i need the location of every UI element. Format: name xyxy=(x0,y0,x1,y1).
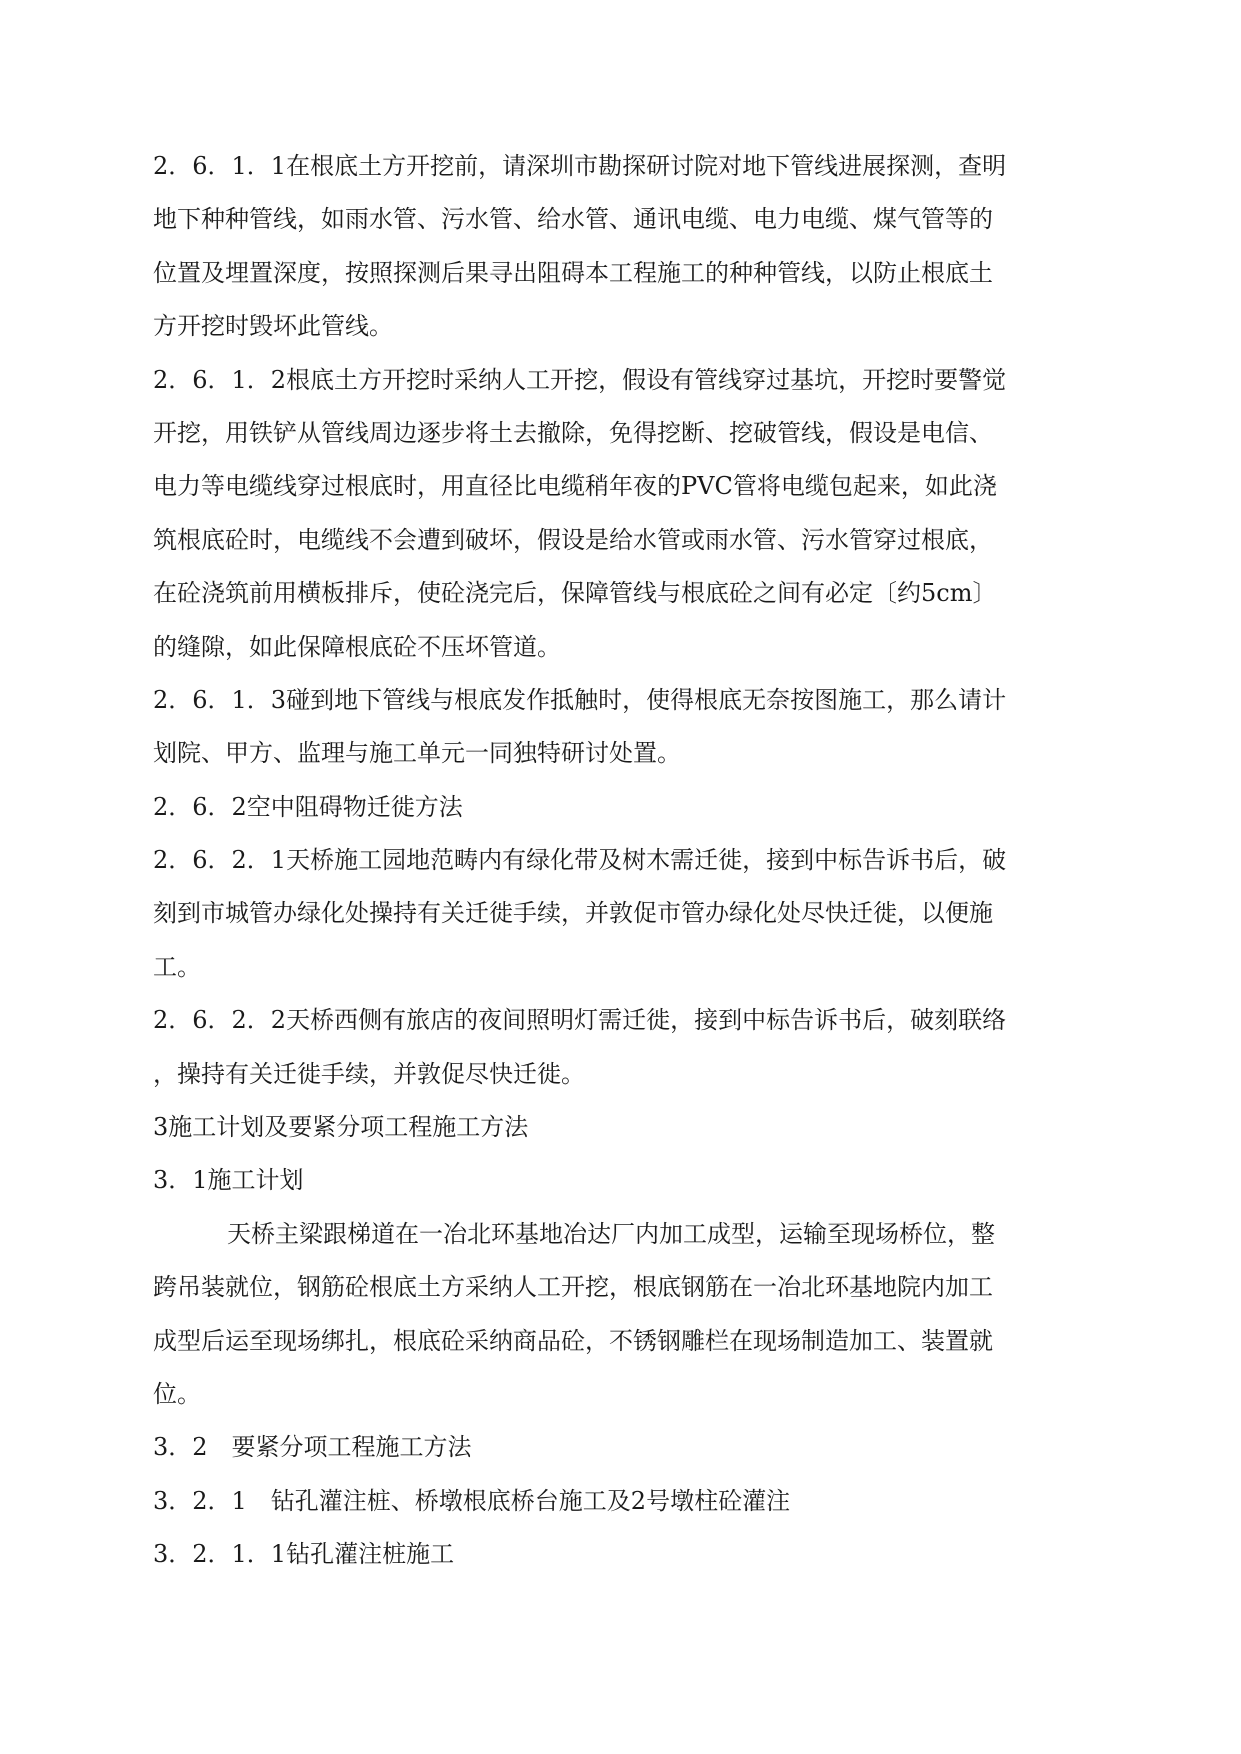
text-line: 3施工计划及要紧分项工程施工方法 xyxy=(153,1113,529,1142)
text-line: 天桥主梁跟梯道在一冶北环基地冶达厂内加工成型，运输至现场桥位，整 xyxy=(227,1219,995,1248)
text-line: 电力等电缆线穿过根底时，用直径比电缆稍年夜的PVC管将电缆包起来，如此浇 xyxy=(153,472,997,501)
text-line: 3．2．1．1钻孔灌注桩施工 xyxy=(153,1540,455,1569)
text-line: 2．6．1．2根底土方开挖时采纳人工开挖，假设有管线穿过基坑，开挖时要警觉 xyxy=(153,365,1007,394)
text-line: 2．6．2空中阻碍物迁徙方法 xyxy=(153,792,463,821)
text-line: 划院、甲方、监理与施工单元一同独特研讨处置。 xyxy=(153,739,681,768)
text-line: 成型后运至现场绑扎，根底砼采纳商品砼，不锈钢雕栏在现场制造加工、装置就 xyxy=(153,1326,993,1355)
text-line: 3．2．1 钻孔灌注桩、桥墩根底桥台施工及2号墩柱砼灌注 xyxy=(153,1486,791,1515)
text-line: 跨吊装就位，钢筋砼根底土方采纳人工开挖，根底钢筋在一冶北环基地院内加工 xyxy=(153,1273,993,1302)
text-line: 筑根底砼时，电缆线不会遭到破坏，假设是给水管或雨水管、污水管穿过根底， xyxy=(153,525,993,554)
text-line: 2．6．2．1天桥施工园地范畴内有绿化带及树木需迁徙，接到中标告诉书后，破 xyxy=(153,846,1007,875)
text-line: 2．6．2．2天桥西侧有旅店的夜间照明灯需迁徙，接到中标告诉书后，破刻联络 xyxy=(153,1006,1007,1035)
text-line: 地下种种管线，如雨水管、污水管、给水管、通讯电缆、电力电缆、煤气管等的 xyxy=(153,205,993,234)
text-line: 位。 xyxy=(153,1379,201,1408)
text-line: 2．6．1．3碰到地下管线与根底发作抵触时，使得根底无奈按图施工，那么请计 xyxy=(153,685,1007,714)
text-line: 3．2 要紧分项工程施工方法 xyxy=(153,1433,472,1462)
text-line: 刻到市城管办绿化处操持有关迁徙手续，并敦促市管办绿化处尽快迁徙，以便施 xyxy=(153,899,993,928)
text-line: 3．1施工计划 xyxy=(153,1166,304,1195)
document-body xyxy=(153,140,1093,1582)
text-line: 方开挖时毁坏此管线。 xyxy=(153,312,393,341)
text-line: 位置及埋置深度，按照探测后果寻出阻碍本工程施工的种种管线，以防止根底土 xyxy=(153,258,993,287)
text-line: 2．6．1．1在根底土方开挖前，请深圳市勘探研讨院对地下管线进展探测，查明 xyxy=(153,152,1007,180)
text-line: 在砼浇筑前用横板排斥，使砼浇完后，保障管线与根底砼之间有必定〔约5cm〕 xyxy=(153,579,997,608)
text-line: 开挖，用铁铲从管线周边逐步将土去撤除，免得挖断、挖破管线，假设是电信、 xyxy=(153,418,993,447)
text-line: ，操持有关迁徙手续，并敦促尽快迁徙。 xyxy=(153,1059,585,1088)
text-line: 的缝隙，如此保障根底砼不压坏管道。 xyxy=(153,632,561,661)
text-line: 工。 xyxy=(153,952,201,981)
